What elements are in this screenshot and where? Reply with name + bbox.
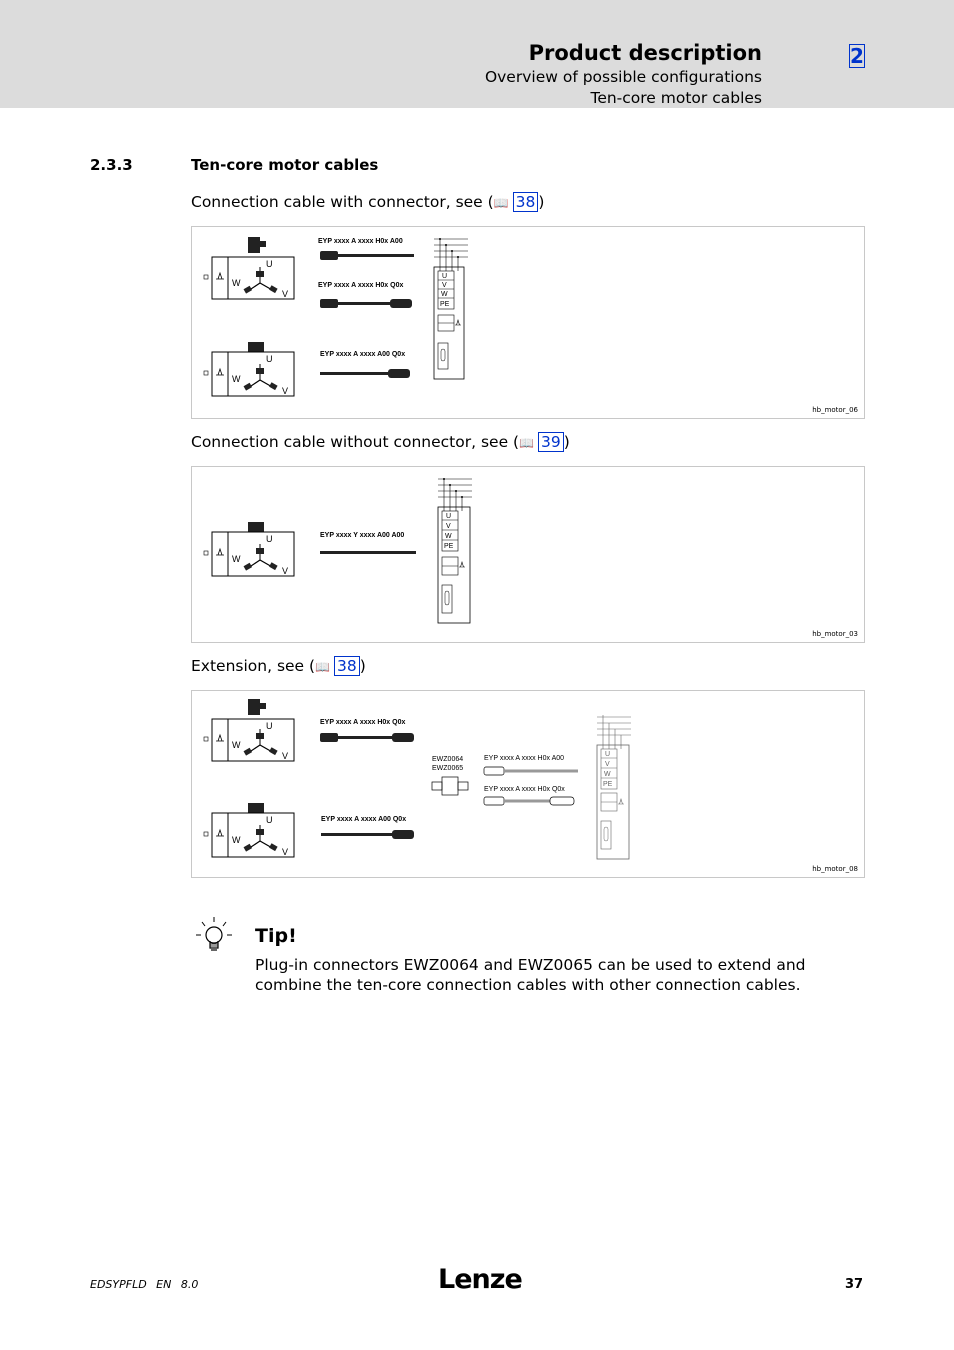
motor-2 [204, 342, 294, 396]
section-number: 2.3.3 [90, 156, 133, 174]
cable-label: EYP xxxx A xxxx A00 Q0x [320, 351, 406, 358]
svg-text:PE: PE [444, 543, 454, 550]
svg-text:U: U [442, 273, 448, 280]
svg-text:V: V [282, 847, 289, 857]
figure-3 [191, 690, 865, 878]
svg-text:U: U [446, 513, 452, 520]
cable-label: EYP xxxx A xxxx A00 Q0x [321, 816, 407, 823]
cable-label: EYP xxxx A xxxx H0x Q0x [318, 282, 404, 289]
page-ref-link[interactable]: 38 [334, 656, 360, 676]
figure-id: hb_motor_03 [812, 630, 858, 638]
cable-1 [320, 733, 414, 742]
motor-v-label: V [282, 289, 289, 299]
figure-2 [191, 466, 865, 643]
cable-label: EYP xxxx A xxxx H0x Q0x [320, 719, 406, 726]
ext-cable-1 [484, 767, 578, 775]
document-id: EDSYPFLD EN 8.0 [90, 1278, 199, 1291]
figure-3-diagram [192, 691, 864, 877]
ext-cable-2 [484, 797, 574, 805]
svg-text:U: U [266, 534, 273, 544]
figure-2-caption: Connection cable without connector, see (📖 39 ) [191, 433, 570, 451]
svg-text:PE: PE [603, 781, 613, 788]
cable-label: EYP xxxx Y xxxx A00 A00 [320, 532, 405, 539]
page-subtitle-2: Ten-core motor cables [590, 89, 762, 107]
svg-text:W: W [604, 771, 611, 778]
svg-text:V: V [442, 282, 447, 289]
figure-1-caption: Connection cable with connector, see (📖 38 ) [191, 193, 545, 211]
svg-text:W: W [441, 291, 448, 298]
drive-unit [597, 715, 631, 859]
cable-label: EYP xxxx A xxxx H0x A00 [318, 238, 403, 245]
svg-text:U: U [266, 354, 273, 364]
page-ref-link[interactable]: 39 [538, 432, 564, 452]
motor-2 [204, 803, 294, 857]
section-title: Ten-core motor cables [191, 156, 379, 174]
cable-label: EYP xxxx A xxxx H0x Q0x [484, 786, 565, 793]
motor-u-label: U [266, 259, 273, 269]
page-title: Product description [528, 41, 762, 65]
svg-text:V: V [282, 386, 289, 396]
tip-text: Plug-in connectors EWZ0064 and EWZ0065 can be used to extend and combine the ten-core connection cables with other connection cables. [255, 956, 806, 994]
page-number: 37 [845, 1277, 864, 1292]
figure-id: hb_motor_08 [812, 865, 858, 873]
motor-1 [204, 522, 294, 576]
svg-text:PE: PE [440, 301, 450, 308]
cable-2 [321, 830, 414, 839]
svg-text:V: V [446, 523, 451, 530]
svg-text:U: U [266, 815, 273, 825]
lenze-logo: Lenze [438, 1264, 522, 1295]
svg-text:W: W [445, 533, 452, 540]
cable-1 [320, 251, 414, 260]
svg-text:W: W [232, 554, 241, 564]
motor-1 [204, 237, 294, 299]
cable-3 [320, 369, 410, 378]
book-icon: 📖 [519, 436, 535, 450]
svg-text:W: W [232, 374, 241, 384]
drive-unit [438, 478, 472, 623]
cable-label: EYP xxxx A xxxx H0x A00 [484, 755, 565, 762]
motor-1 [204, 699, 294, 761]
svg-text:U: U [605, 751, 611, 758]
lightbulb-icon [196, 917, 236, 957]
chapter-link[interactable]: 2 [850, 44, 864, 68]
motor-w-label: W [232, 278, 241, 288]
book-icon: 📖 [493, 196, 509, 210]
figure-2-diagram [192, 467, 864, 642]
connector-label: EWZ0065 [432, 765, 464, 772]
svg-text:W: W [232, 835, 241, 845]
figure-id: hb_motor_06 [812, 406, 858, 414]
page-ref-link[interactable]: 38 [513, 192, 539, 212]
svg-text:U: U [266, 721, 273, 731]
cable-2 [320, 299, 412, 308]
extension-connector [432, 777, 468, 795]
tip-title: Tip! [255, 925, 297, 947]
drive-unit [434, 238, 468, 379]
svg-text:V: V [282, 566, 289, 576]
figure-1 [191, 226, 865, 419]
figure-3-caption: Extension, see (📖 38 ) [191, 657, 366, 675]
page-subtitle: Overview of possible configurations [484, 68, 762, 86]
header-band [0, 0, 954, 108]
figure-1-diagram [192, 227, 864, 418]
svg-text:W: W [232, 740, 241, 750]
connector-label: EWZ0064 [432, 756, 464, 763]
svg-text:V: V [605, 761, 610, 768]
book-icon: 📖 [315, 660, 331, 674]
svg-text:V: V [282, 751, 289, 761]
